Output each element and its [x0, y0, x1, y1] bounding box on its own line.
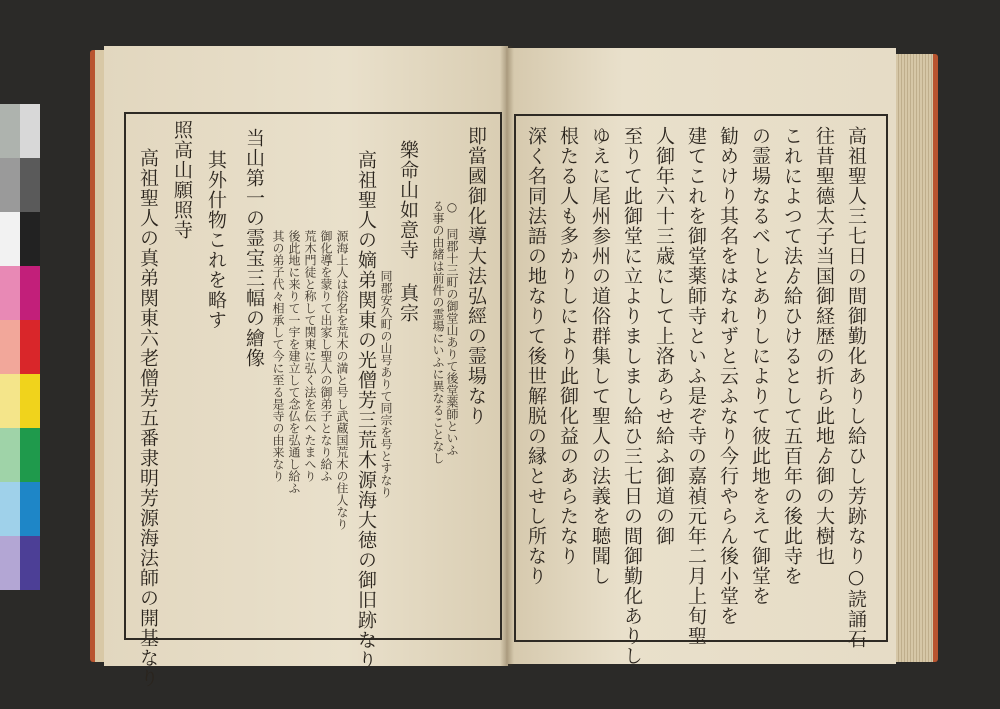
left-column-7: 源海上人は俗名を荒木の満と号し武蔵国荒木の住人なり: [335, 230, 349, 530]
right-column-2: 往昔聖德太子当国御経歴の折ら此地ゟ御の大樹也: [813, 126, 835, 566]
color-patch: [0, 428, 20, 482]
right-column-6: 建てこれを御堂薬師寺といふ是ぞ寺の嘉禎元年二月上旬聖: [685, 126, 707, 646]
color-patch: [0, 482, 20, 536]
color-patch: [20, 482, 40, 536]
color-patch: [20, 428, 40, 482]
color-patch: [0, 212, 20, 266]
color-patch: [0, 266, 20, 320]
left-column-3: る事の由緒は前件の霊場にいふに異なることなし: [431, 200, 445, 464]
color-patch: [0, 104, 20, 158]
color-patch: [0, 536, 20, 590]
color-patch: [20, 374, 40, 428]
right-column-4: の霊場なるべしとありしによりて彼此地をえて御堂を: [749, 126, 771, 606]
color-patch: [0, 158, 20, 212]
left-column-13: 其外什物これを略す: [205, 150, 227, 330]
color-patch: [20, 536, 40, 590]
left-column-4: 樂命山如意寺 真宗: [397, 140, 419, 323]
left-column-11: 其の弟子代々相承して今に至る是寺の由来なり: [271, 230, 285, 482]
left-column-1: 即當國御化導大法弘經の霊場なり: [465, 126, 487, 426]
right-column-11: 深く名同法語の地なりて後世解脱の縁とせし所なり: [525, 126, 547, 586]
left-column-6: 高祖聖人の嫡弟関東の光僧芳三荒木源海大徳の御旧跡なり: [355, 150, 377, 670]
color-patch: [20, 158, 40, 212]
right-column-7: 人御年六十三歳にして上洛あらせ給ふ御道の御: [653, 126, 675, 546]
color-patch: [20, 104, 40, 158]
right-column-8: 至りて此御堂に立よりましまし給ひ三七日の間御勤化ありし: [621, 126, 643, 666]
right-column-5: 勧めけり其名をはなれずと云ふなり今行やらん後小堂を: [717, 126, 739, 626]
right-column-3: これによつて法ゟ給ひけるとして五百年の後此寺を: [781, 126, 803, 586]
color-patch: [20, 266, 40, 320]
left-column-14: 照高山願照寺: [171, 120, 193, 240]
color-patch: [0, 320, 20, 374]
book-page-edges-right: [893, 54, 938, 662]
left-column-8: 御化導を蒙りて出家し聖人の御弟子となり給ふ: [319, 230, 333, 482]
color-patch: [0, 374, 20, 428]
right-column-10: 根たる人も多かりしにより此御化益のあらたなり: [557, 126, 579, 566]
left-column-15: 高祖聖人の真弟関東六老僧芳五番隶明芳源海法師の開基なり: [137, 148, 159, 688]
left-column-5: 同郡安久町の山号ありて同宗を号とすなり: [379, 270, 393, 498]
book-gutter: [500, 46, 514, 666]
color-patch: [20, 212, 40, 266]
left-column-10: 後此地に来りて一宇を建立して念仏を弘通し給ふ: [287, 230, 301, 494]
left-column-9: 荒木門徒と称して関東に弘く法を伝へたまへり: [303, 230, 317, 482]
right-column-1: 高祖聖人三七日の間御勤化ありし給ひし芳跡なり○読誦石: [845, 126, 867, 649]
left-column-12: 当山第一の霊宝三幅の繪像: [243, 128, 265, 368]
right-column-9: ゆえに尾州参州の道俗群集して聖人の法義を聴聞し: [589, 126, 611, 586]
left-column-2: ○ 同郡十三町の御堂山ありて後堂薬師といふ: [445, 200, 459, 456]
color-patch: [20, 320, 40, 374]
color-calibration-strip: [0, 104, 40, 590]
